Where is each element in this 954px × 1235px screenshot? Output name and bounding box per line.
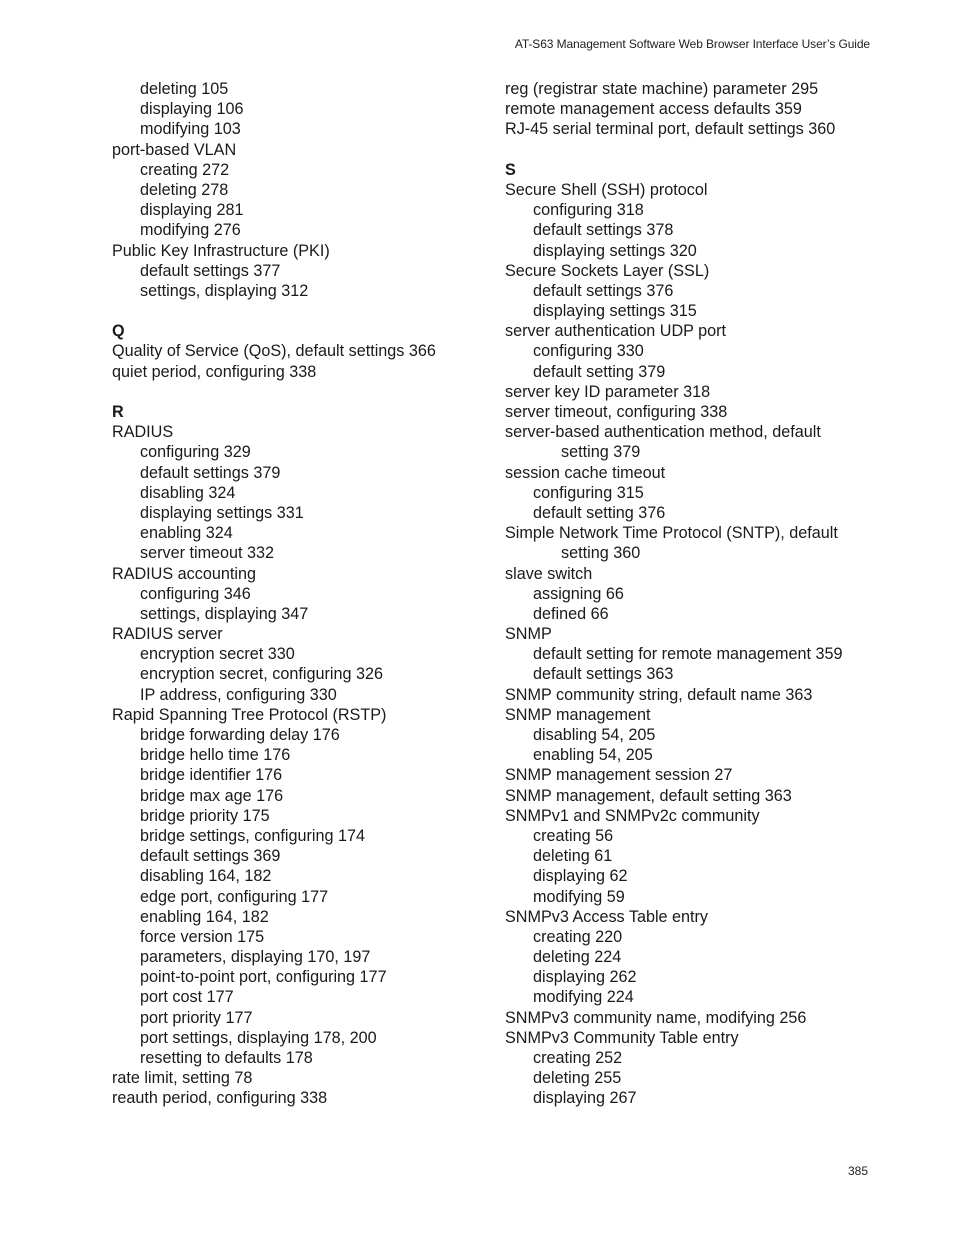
index-main-entry: Public Key Infrastructure (PKI) [112,241,330,260]
index-sub-entry: displaying 281 [140,201,244,220]
index-main-entry: server key ID parameter 318 [505,382,711,401]
index-main-entry: SNMP management [505,705,651,724]
index-sub-entry: deleting 255 [533,1069,622,1088]
section-gap [505,140,885,160]
index-sub-entry: default setting 376 [533,503,666,522]
index-main-entry: port-based VLAN [112,140,237,159]
index-sub-entry: bridge priority 175 [140,806,270,825]
index-main-entry: SNMP management, default setting 363 [505,786,792,805]
index-sub-entry: server timeout 332 [140,544,275,563]
index-sub-entry: displaying settings 315 [533,302,697,321]
index-sub-entry: default settings 379 [140,463,281,482]
index-column-right [505,79,885,1109]
index-sub-entry: displaying 62 [533,867,628,886]
index-sub-entry: disabling 164, 182 [140,867,272,886]
index-sub-entry: encryption secret, configuring 326 [140,665,383,684]
index-sub-entry: resetting to defaults 178 [140,1049,313,1067]
index-sub-entry: default settings 376 [533,281,674,300]
index-sub-entry: creating 56 [533,826,614,845]
index-sub-entry: enabling 324 [140,524,233,543]
index-column-left [112,79,492,1109]
index-main-entry: Secure Sockets Layer (SSL) [505,261,710,280]
index-sub-entry: displaying 267 [533,1089,637,1108]
index-sub-entry: edge port, configuring 177 [140,887,329,906]
index-sub-entry: assigning 66 [533,584,624,603]
index-sub-entry: deleting 278 [140,180,229,199]
index-sub-entry: default settings 363 [533,665,674,684]
section-gap [112,382,492,402]
index-main-entry: RADIUS accounting [112,564,256,583]
index-main-entry: remote management access defaults 359 [505,100,802,119]
index-sub-entry: deleting 105 [140,80,229,98]
index-sub-entry: deleting 224 [533,948,622,967]
index-main-entry: server-based authentication method, default [505,423,821,442]
index-sub-entry: bridge settings, configuring 174 [140,826,365,845]
index-sub-entry: displaying 262 [533,968,637,987]
index-main-entry: rate limit, setting 78 [112,1069,253,1088]
index-sub-entry: default settings 377 [140,261,281,280]
index-sub-entry: default settings 378 [533,221,674,240]
index-main-entry: SNMP [505,625,552,644]
index-sub-entry: creating 220 [533,927,623,946]
index-sub-entry: creating 252 [533,1049,623,1067]
index-main-entry: reauth period, configuring 338 [112,1089,328,1108]
index-sub-entry: displaying settings 331 [140,503,304,522]
index-sub-entry: modifying 59 [533,887,625,906]
index-sub-entry: force version 175 [140,927,265,946]
running-header: AT-S63 Management Software Web Browser Interface User’s Guide [514,37,870,51]
index-main-entry: server authentication UDP port [505,322,727,341]
index-sub-entry: configuring 329 [140,443,251,462]
index-sub-entry: disabling 54, 205 [533,726,656,744]
index-main-entry: RJ-45 serial terminal port, default settings 360 [505,120,836,139]
index-sub-entry: parameters, displaying 170, 197 [140,948,371,967]
index-main-entry: session cache timeout [505,463,666,482]
section-letter-heading: Q [112,322,125,341]
index-sub-entry: configuring 318 [533,201,644,220]
index-main-entry: SNMPv3 Community Table entry [505,1028,739,1047]
index-main-entry: SNMPv3 Access Table entry [505,907,709,926]
index-sub-entry: settings, displaying 312 [140,281,309,300]
index-main-entry: SNMPv3 community name, modifying 256 [505,1008,807,1027]
index-main-entry: server timeout, configuring 338 [505,403,728,421]
index-sub-entry: defined 66 [533,604,609,623]
index-sub-entry: bridge forwarding delay 176 [140,726,340,744]
index-main-entry: Quality of Service (QoS), default settings 366 [112,342,436,361]
index-main-entry: RADIUS server [112,625,223,644]
index-sub-entry: port settings, displaying 178, 200 [140,1028,377,1047]
index-main-entry: reg (registrar state machine) parameter 295 [505,80,819,98]
index-main-entry: SNMP management session 27 [505,766,733,785]
index-entry-continuation: setting 379 [561,443,641,462]
index-entry-continuation: setting 360 [561,544,641,563]
index-sub-entry: modifying 276 [140,221,241,240]
page-number: 385 [847,1164,868,1178]
index-sub-entry: modifying 224 [533,988,634,1007]
index-main-entry: Rapid Spanning Tree Protocol (RSTP) [112,705,387,724]
index-sub-entry: port priority 177 [140,1008,253,1027]
index-sub-entry: deleting 61 [533,847,613,866]
section-gap [112,301,492,321]
index-main-entry: SNMPv1 and SNMPv2c community [505,806,760,825]
index-sub-entry: enabling 54, 205 [533,746,653,765]
index-sub-entry: displaying settings 320 [533,241,697,260]
index-main-entry: RADIUS [112,423,174,442]
index-main-entry: Secure Shell (SSH) protocol [505,180,708,199]
index-sub-entry: bridge identifier 176 [140,766,283,785]
index-main-entry: SNMP community string, default name 363 [505,685,813,704]
index-sub-entry: default setting for remote management 359 [533,645,843,664]
index-sub-entry: point-to-point port, configuring 177 [140,968,387,987]
index-sub-entry: displaying 106 [140,100,244,119]
index-sub-entry: disabling 324 [140,483,236,502]
index-sub-entry: default settings 369 [140,847,281,866]
index-sub-entry: configuring 315 [533,483,644,502]
index-sub-entry: bridge max age 176 [140,786,284,805]
index-main-entry: Simple Network Time Protocol (SNTP), default [505,524,838,543]
index-main-entry: slave switch [505,564,593,583]
index-sub-entry: port cost 177 [140,988,234,1007]
index-sub-entry: encryption secret 330 [140,645,295,664]
index-sub-entry: IP address, configuring 330 [140,685,337,704]
index-sub-entry: configuring 346 [140,584,251,603]
index-sub-entry: enabling 164, 182 [140,907,269,926]
section-letter-heading: S [505,160,516,179]
index-sub-entry: default setting 379 [533,362,666,381]
index-sub-entry: bridge hello time 176 [140,746,291,765]
index-sub-entry: creating 272 [140,160,230,179]
index-sub-entry: configuring 330 [533,342,644,361]
index-sub-entry: modifying 103 [140,120,241,139]
index-main-entry: quiet period, configuring 338 [112,362,317,381]
index-sub-entry: settings, displaying 347 [140,604,309,623]
section-letter-heading: R [112,403,124,421]
